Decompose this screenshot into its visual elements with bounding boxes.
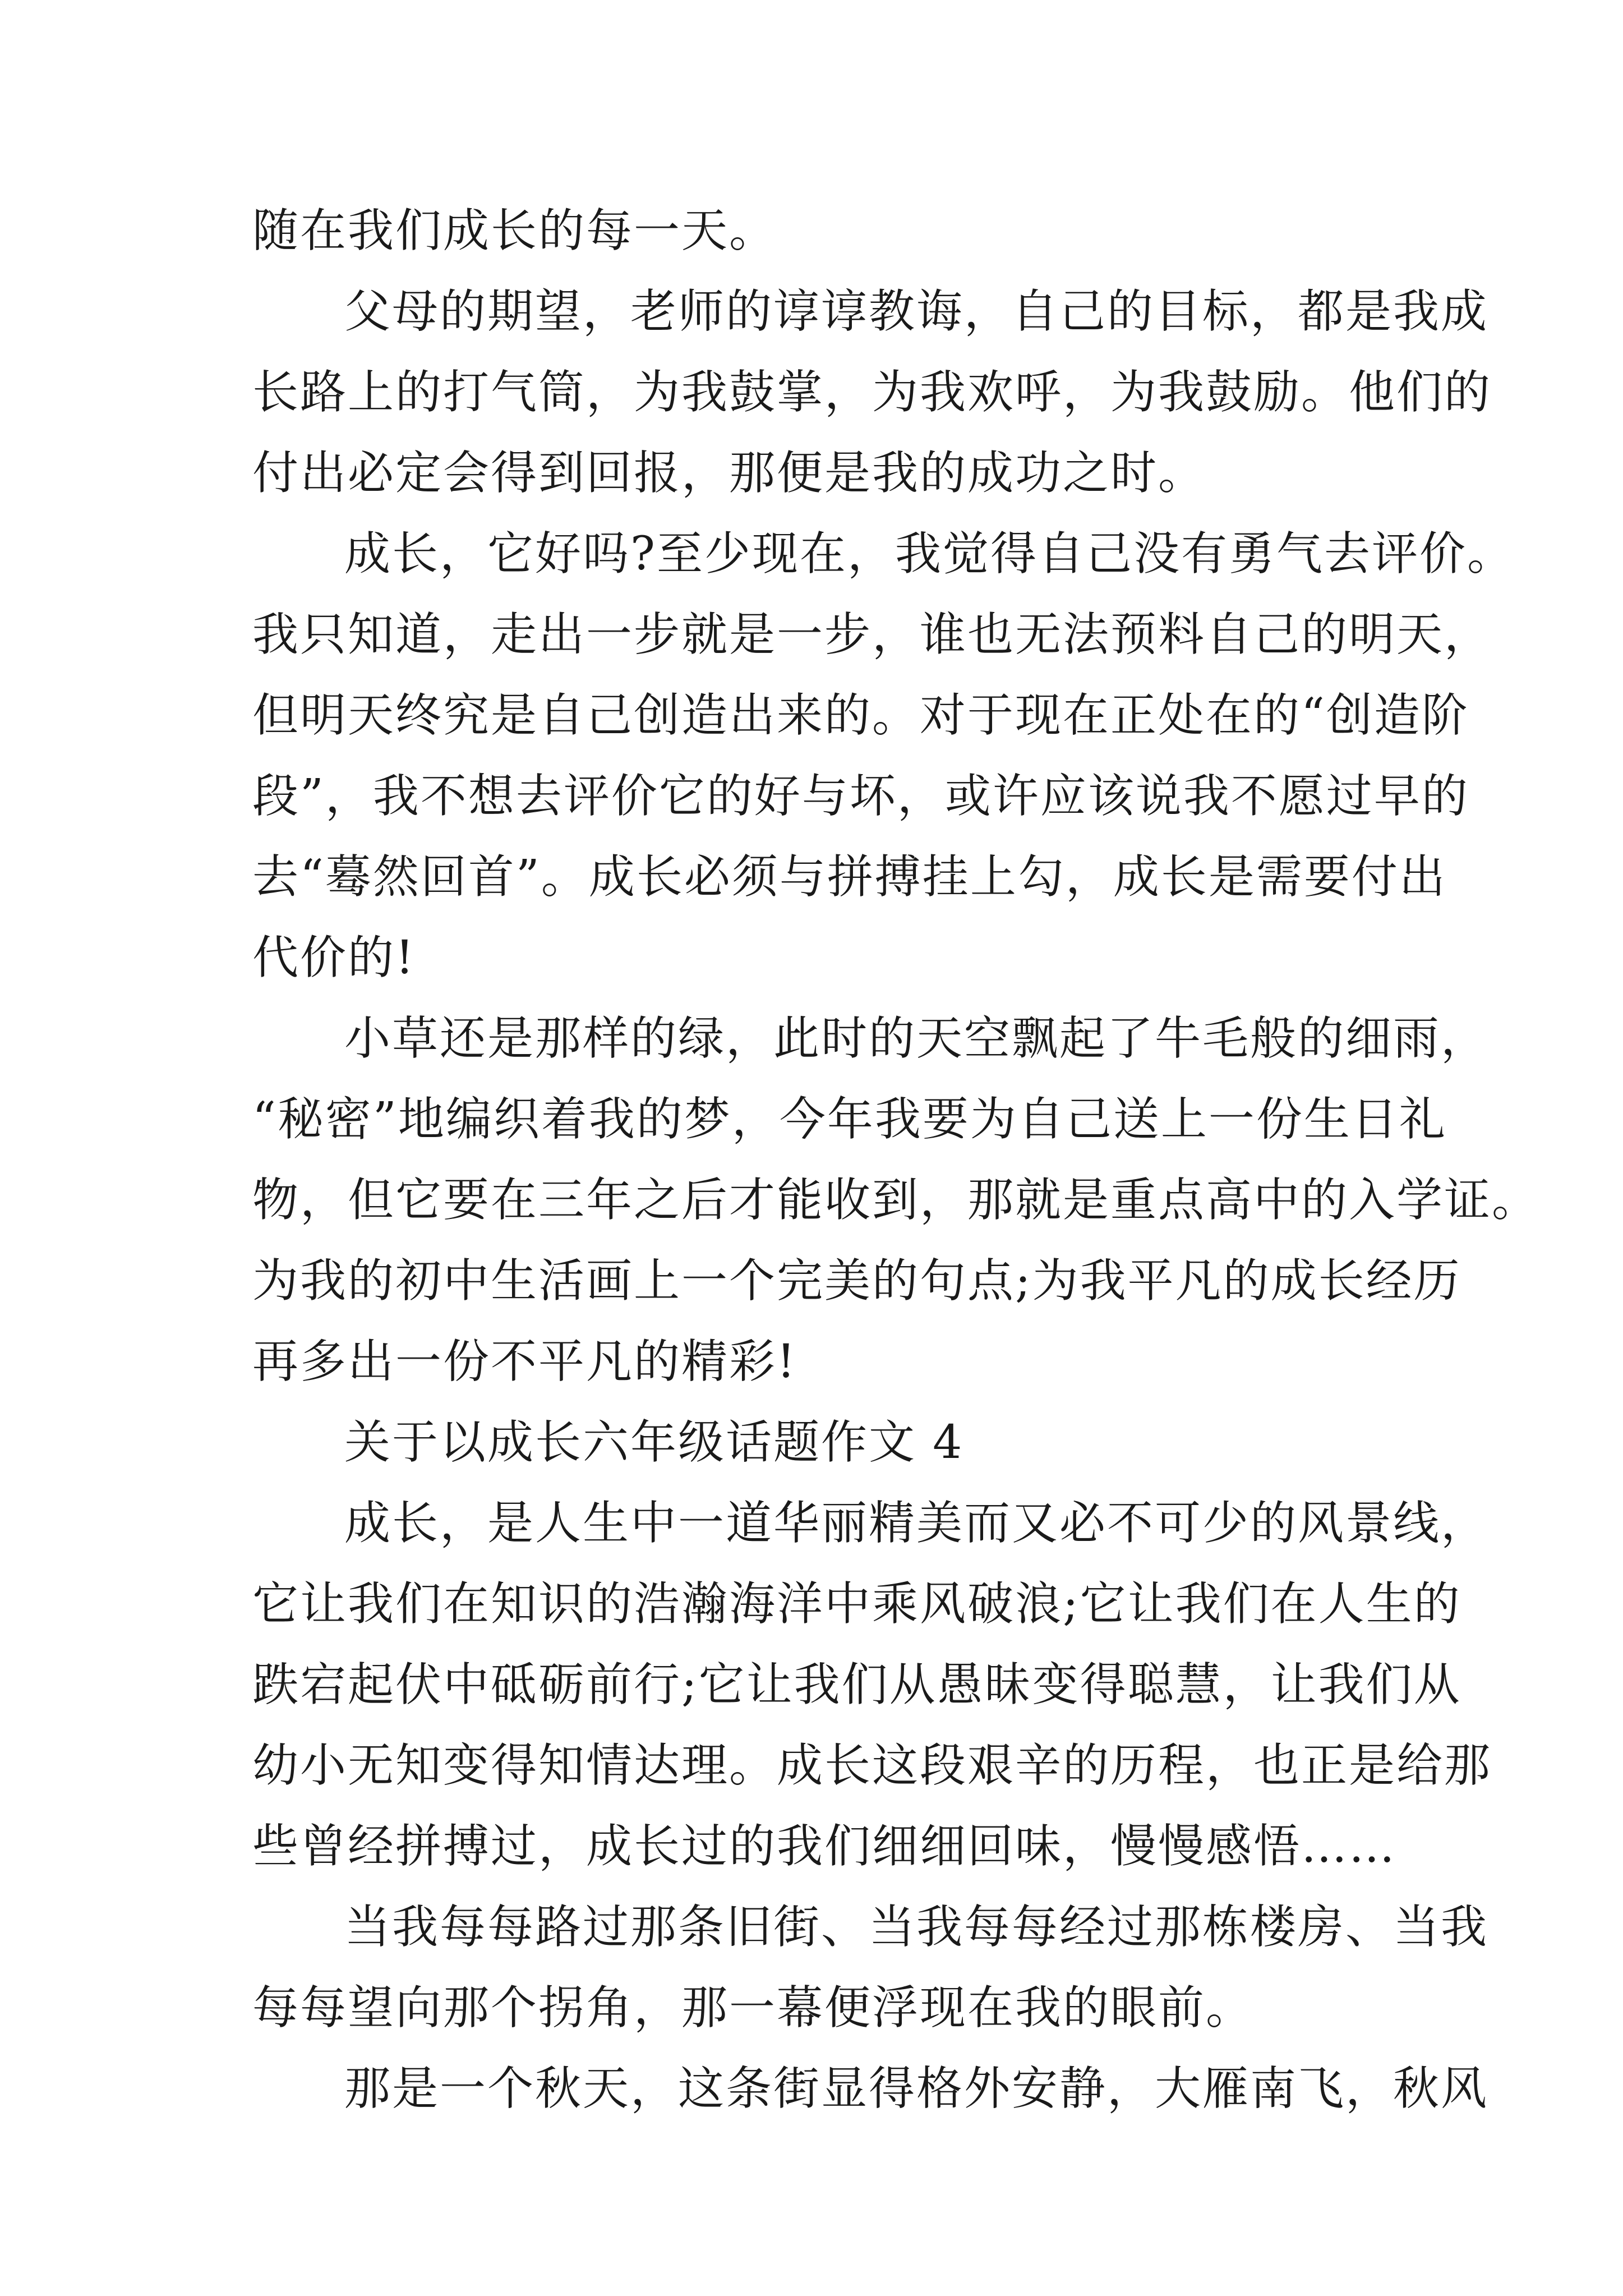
text-line-7: 但明天终究是自己创造出来的。对于现在正处在的“创造阶 [252, 689, 1469, 742]
text-line-15: 再多出一份不平凡的精彩! [252, 1335, 797, 1388]
text-line-21: 些曾经拼搏过，成长过的我们细细回味，慢慢感悟…… [252, 1820, 1397, 1873]
text-line-23: 每每望向那个拐角，那一幕便浮现在我的眼前。 [252, 1981, 1254, 2035]
text-line-10: 代价的! [252, 931, 416, 984]
section-heading: 关于以成长六年级话题作文 4 [344, 1416, 964, 1469]
text-line-18: 它让我们在知识的浩瀚海洋中乘风破浪;它让我们在人生的 [252, 1577, 1461, 1631]
text-line-3: 长路上的打气筒，为我鼓掌，为我欢呼，为我鼓励。他们的 [252, 366, 1492, 419]
text-line-22: 当我每每路过那条旧街、当我每每经过那栋楼房、当我 [344, 1901, 1489, 1954]
text-line-8: 段”，我不想去评价它的好与坏，或许应该说我不愿过早的 [252, 770, 1469, 823]
text-line-6: 我只知道，走出一步就是一步，谁也无法预料自己的明天， [252, 608, 1492, 661]
text-line-13: 物，但它要在三年之后才能收到，那就是重点高中的入学证。 [252, 1174, 1540, 1227]
text-line-5: 成长，它好吗?至少现在，我觉得自己没有勇气去评价。 [344, 527, 1515, 581]
text-line-2: 父母的期望，老师的谆谆教诲，自己的目标，都是我成 [344, 285, 1489, 338]
essay-text [252, 191, 1540, 2129]
text-line-9: 去“蓦然回首”。成长必须与拼搏挂上勾，成长是需要付出 [252, 850, 1447, 904]
text-line-19: 跌宕起伏中砥砺前行;它让我们从愚昧变得聪慧，让我们从 [252, 1658, 1461, 1711]
text-line-4: 付出必定会得到回报，那便是我的成功之时。 [252, 447, 1206, 500]
text-line-11: 小草还是那样的绿，此时的天空飘起了牛毛般的细雨， [344, 1012, 1489, 1065]
text-line-1: 随在我们成长的每一天。 [252, 204, 777, 257]
text-line-20: 幼小无知变得知情达理。成长这段艰辛的历程，也正是给那 [252, 1739, 1492, 1792]
text-line-24: 那是一个秋天，这条街显得格外安静，大雁南飞，秋风 [344, 2062, 1489, 2115]
text-line-17: 成长，是人生中一道华丽精美而又必不可少的风景线， [344, 1497, 1489, 1550]
text-line-12: “秘密”地编织着我的梦，今年我要为自己送上一份生日礼 [252, 1093, 1447, 1146]
text-line-14: 为我的初中生活画上一个完美的句点;为我平凡的成长经历 [252, 1254, 1461, 1308]
